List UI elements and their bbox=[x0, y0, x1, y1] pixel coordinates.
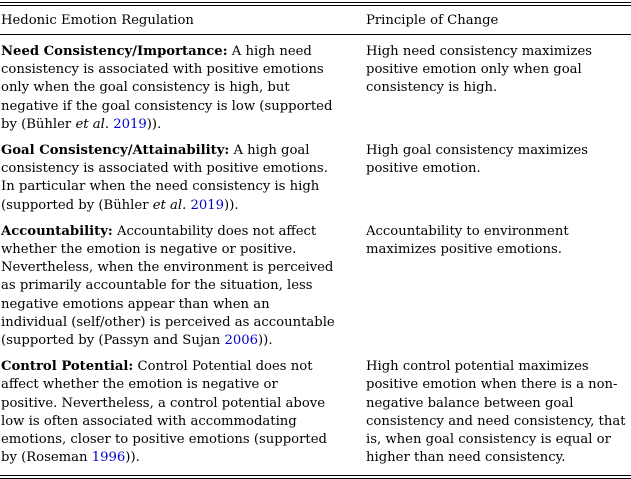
table-row bbox=[0, 43, 631, 134]
row-principle: High need consistency maximizes positive emotion only when goal consistency is high. bbox=[366, 44, 593, 96]
table-row bbox=[0, 142, 631, 215]
row-term: Goal Consistency/Attainability: bbox=[1, 143, 230, 159]
row-text: A high goal consistency is associated with positive emotions. In particular when the need consistency is high (supported by (Bühler bbox=[1, 143, 328, 213]
row-description bbox=[0, 223, 366, 350]
row-text-end: )). bbox=[224, 197, 239, 213]
row-text-end: )). bbox=[125, 450, 140, 466]
row-etal: et al. bbox=[75, 116, 110, 132]
table-row bbox=[0, 223, 631, 350]
row-term: Control Potential: bbox=[1, 359, 134, 375]
row-etal: et al. bbox=[152, 197, 187, 213]
table-header-row bbox=[0, 6, 631, 34]
header-principle-of-change: Principle of Change bbox=[366, 12, 499, 28]
row-text: A high need consistency is associated with positive emotions only when the goal consistency is high, but negative if the goal consistency is low (supported by (Bühler bbox=[1, 44, 333, 132]
row-term: Accountability: bbox=[1, 223, 113, 239]
row-text: Control Potential does not affect whether the emotion is negative or positive. Nevertheless, a control potential above low is often associated with accommodating emotions, closer to positive emotions (supported by (Roseman bbox=[1, 359, 327, 466]
header-hedonic-emotion-regulation: Hedonic Emotion Regulation bbox=[1, 12, 194, 28]
emotion-regulation-table bbox=[0, 2, 631, 479]
row-description bbox=[0, 142, 366, 215]
row-description bbox=[0, 43, 366, 134]
row-term: Need Consistency/Importance: bbox=[1, 44, 228, 59]
row-principle: Accountability to environment maximizes positive emotions. bbox=[366, 223, 569, 258]
table-body bbox=[0, 35, 631, 467]
row-principle: High goal consistency maximizes positive emotion. bbox=[366, 143, 588, 177]
citation-link[interactable]: 2006 bbox=[224, 333, 259, 349]
row-text-end: )). bbox=[146, 116, 162, 132]
row-principle: High control potential maximizes positive emotion when there is a non-negative balance between goal consistency and need consistency, that is, when goal consistency is equal or higher than need consistency. bbox=[366, 359, 626, 466]
citation-link[interactable]: 2019 bbox=[113, 116, 147, 132]
table-row bbox=[0, 358, 631, 467]
row-text: Accountability does not affect whether the emotion is negative or positive. Nevertheless, when the environment is perceived as primarily accountable for the situation, less negative emotions appear than when an individual (self/other) is perceived as accountable (supported by (Passyn and Sujan bbox=[1, 223, 335, 349]
citation-link[interactable]: 1996 bbox=[91, 450, 126, 466]
citation-link[interactable]: 2019 bbox=[190, 197, 225, 213]
row-description bbox=[0, 358, 366, 467]
row-text-end: )). bbox=[258, 333, 273, 349]
